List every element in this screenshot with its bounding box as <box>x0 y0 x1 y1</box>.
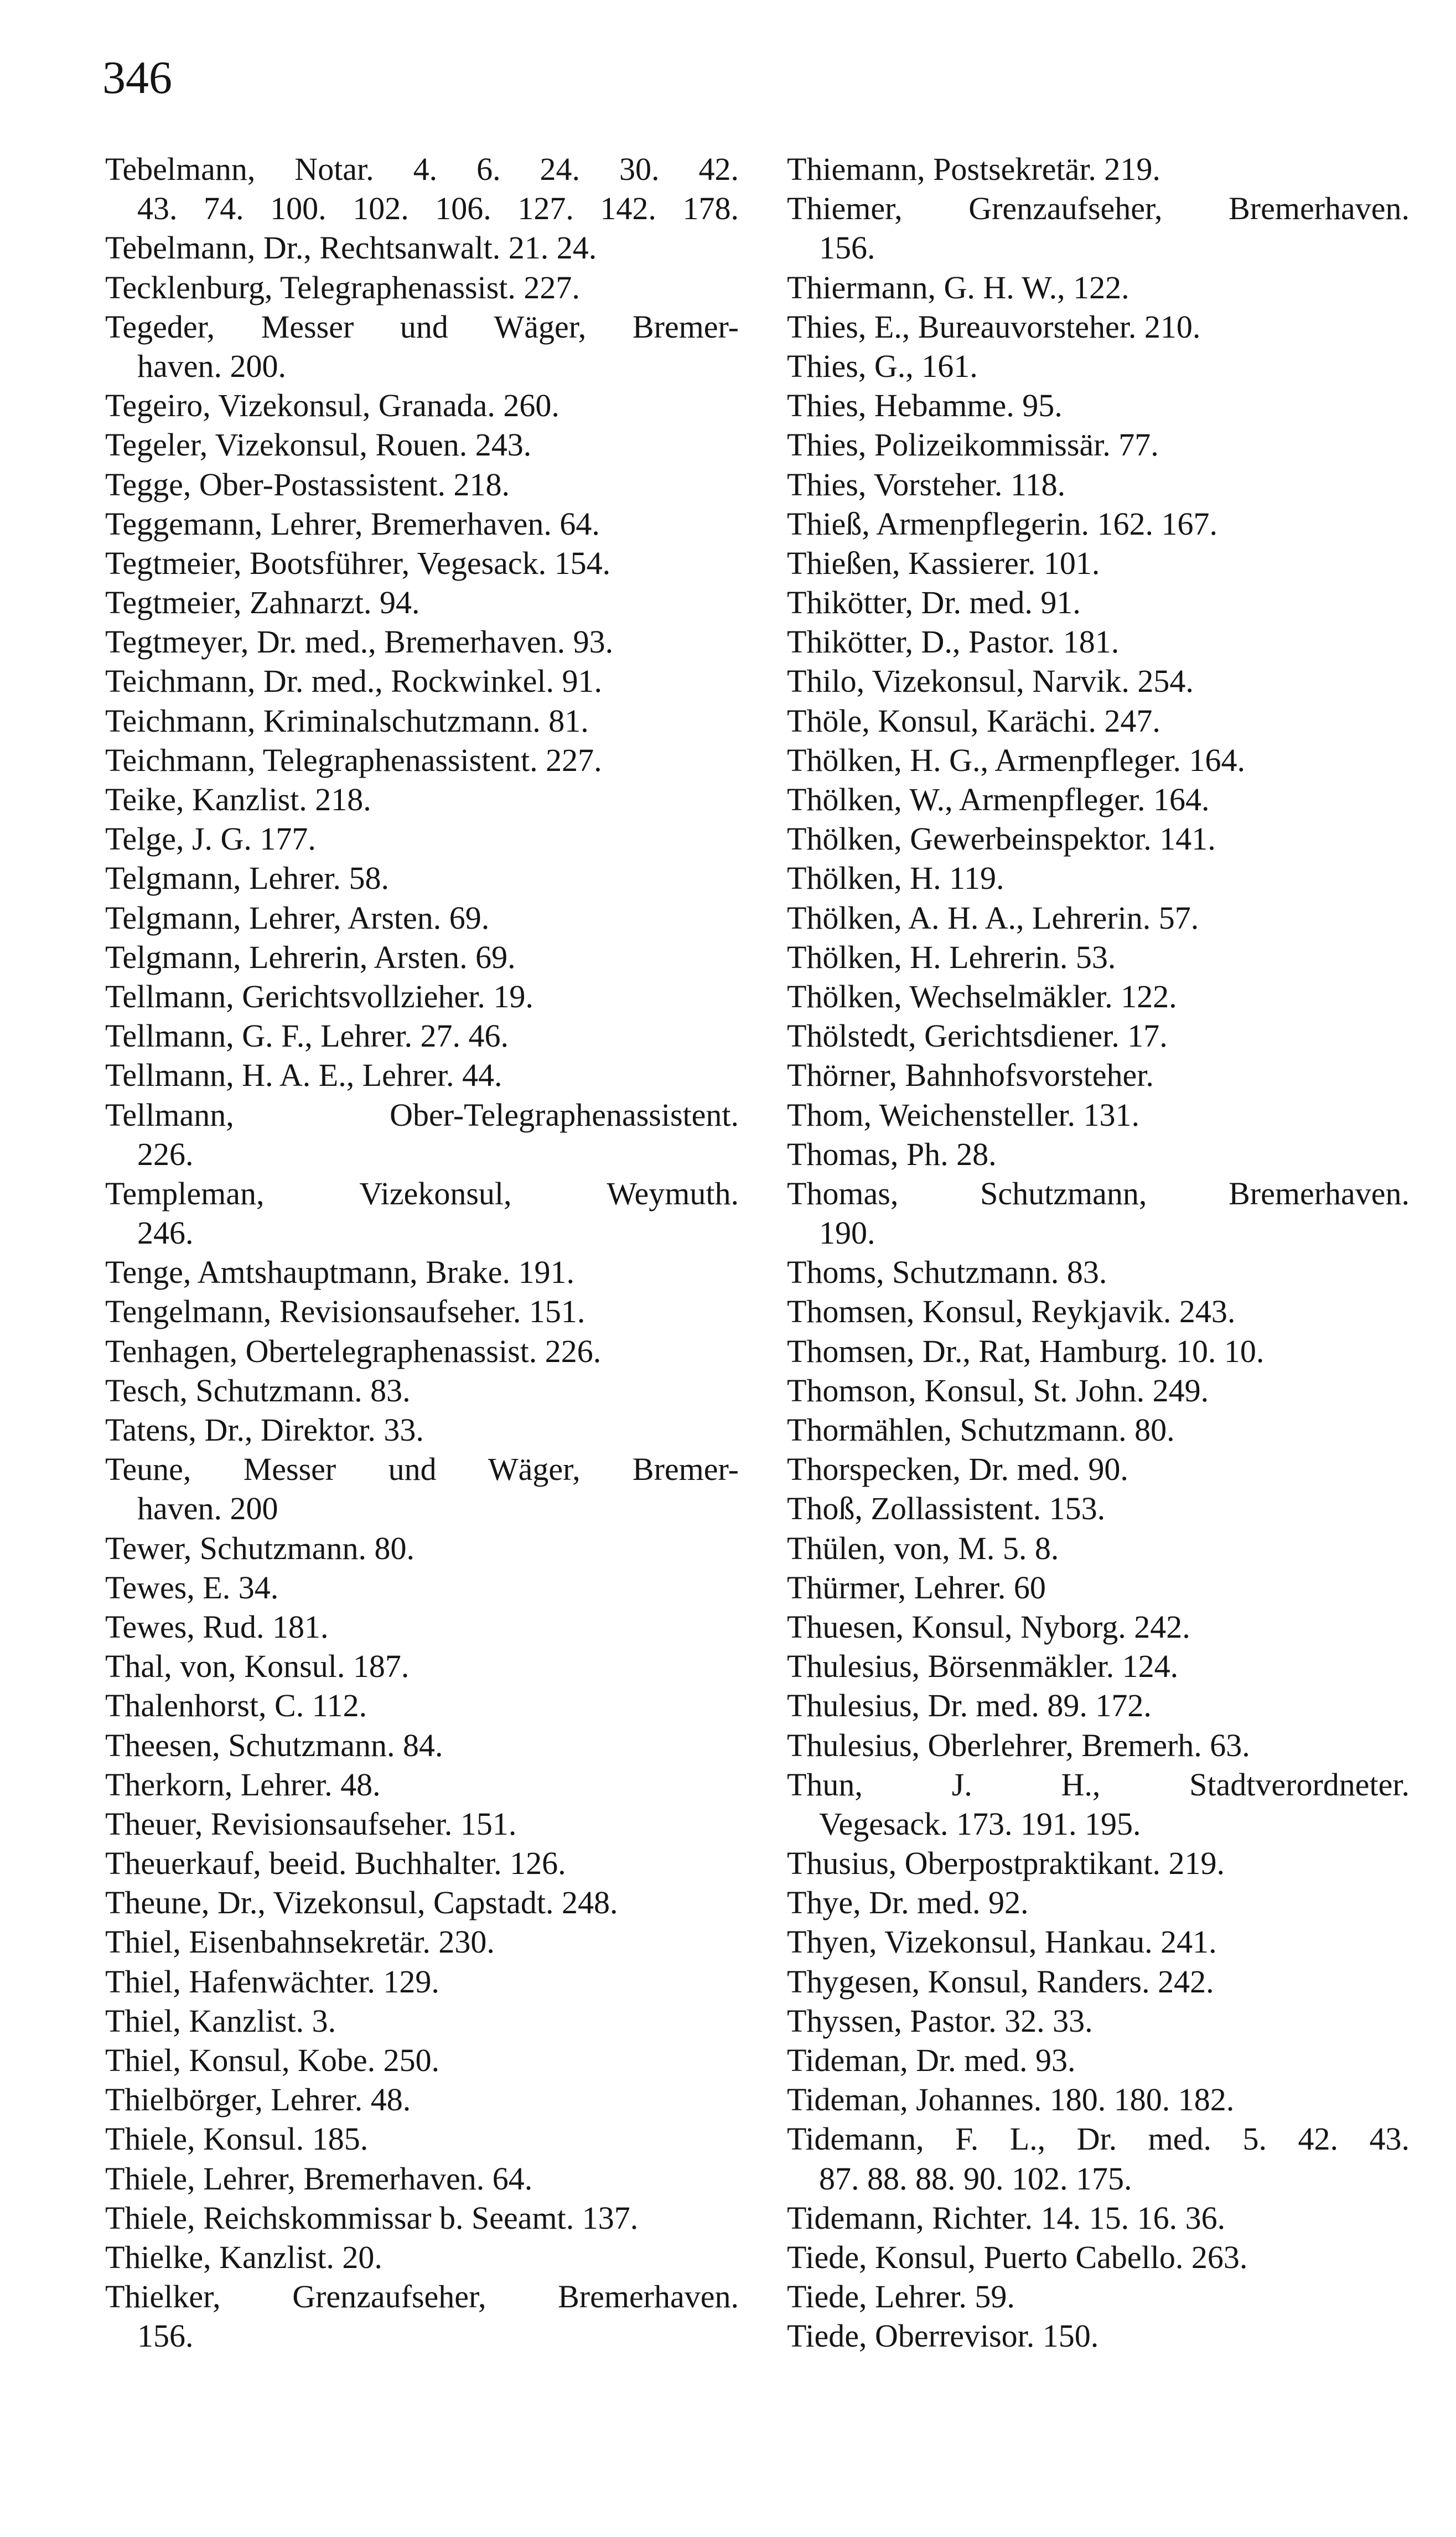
index-entry: Teggemann, Lehrer, Bremerhaven. 64. <box>105 505 600 542</box>
index-entry-continuation: 190. <box>819 1215 875 1251</box>
index-entry: Tideman, Johannes. 180. 180. 182. <box>787 2082 1235 2118</box>
index-entry: Thürmer, Lehrer. 60 <box>787 1569 1046 1606</box>
index-entry: Thygesen, Konsul, Randers. 242. <box>787 1963 1214 2000</box>
index-entry: Thomsen, Konsul, Reykjavik. 243. <box>787 1293 1236 1330</box>
index-entry: Tegeder, Messer und Wäger, Bremer- <box>105 308 739 345</box>
index-entry: Thom, Weichensteller. 131. <box>787 1096 1139 1133</box>
index-entry: Thiermann, G. H. W., 122. <box>787 269 1129 306</box>
index-entry: Thye, Dr. med. 92. <box>787 1884 1029 1921</box>
page-number: 346 <box>102 52 172 103</box>
index-entry: Telge, J. G. 177. <box>105 821 316 857</box>
index-entry: Thielke, Kanzlist. 20. <box>105 2239 382 2275</box>
index-entry: Tenge, Amtshauptmann, Brake. 191. <box>105 1254 575 1291</box>
index-entry: Thyssen, Pastor. 32. 33. <box>787 2002 1093 2039</box>
index-entry: Theuer, Revisionsaufseher. 151. <box>105 1805 517 1842</box>
index-entry: Tebelmann, Dr., Rechtsanwalt. 21. 24. <box>105 230 597 266</box>
index-entry: Thorspecken, Dr. med. 90. <box>787 1451 1128 1488</box>
index-entry-continuation: haven. 200 <box>137 1490 278 1527</box>
index-entry: Thölken, H. 119. <box>787 860 1004 897</box>
index-entry: Thomas, Ph. 28. <box>787 1136 997 1172</box>
index-entry: Thikötter, D., Pastor. 181. <box>787 624 1120 660</box>
index-entry: Teichmann, Telegraphenassistent. 227. <box>105 742 602 778</box>
index-entry: Thomas, Schutzmann, Bremerhaven. <box>787 1175 1410 1211</box>
index-entry: Tiede, Konsul, Puerto Cabello. 263. <box>787 2239 1248 2275</box>
index-entry: Thormählen, Schutzmann. 80. <box>787 1412 1175 1448</box>
index-entry: Thulesius, Oberlehrer, Bremerh. 63. <box>787 1727 1250 1763</box>
index-entry: Thiele, Reichskommissar b. Seeamt. 137. <box>105 2199 639 2236</box>
index-entry-continuation: 87. 88. 88. 90. 102. 175. <box>819 2160 1132 2197</box>
index-entry: Thiele, Lehrer, Bremerhaven. 64. <box>105 2160 533 2197</box>
index-entry-continuation: 246. <box>137 1215 194 1251</box>
index-entry-continuation: haven. 200. <box>137 348 286 384</box>
left-index-column <box>105 149 739 2356</box>
index-entry-continuation: 226. <box>137 1136 194 1172</box>
index-entry-continuation: 156. <box>819 230 875 266</box>
index-entry: Thyen, Vizekonsul, Hankau. 241. <box>787 1924 1217 1960</box>
index-entry: Tatens, Dr., Direktor. 33. <box>105 1412 424 1448</box>
index-entry: Thiemann, Postsekretär. 219. <box>787 151 1160 187</box>
right-index-column <box>787 149 1410 2356</box>
index-entry: Teichmann, Dr. med., Rockwinkel. 91. <box>105 663 602 700</box>
index-entry: Tiede, Lehrer. 59. <box>787 2279 1015 2315</box>
index-entry: Tegtmeier, Bootsführer, Vegesack. 154. <box>105 545 611 581</box>
index-entry: Tellmann, Ober-Telegraphenassistent. <box>105 1096 739 1133</box>
index-entry: Tegeler, Vizekonsul, Rouen. 243. <box>105 427 532 463</box>
index-entry: Teichmann, Kriminalschutzmann. 81. <box>105 702 589 739</box>
index-entry-continuation: 156. <box>137 2318 194 2354</box>
index-entry: Tegge, Ober-Postassistent. 218. <box>105 466 510 503</box>
index-entry: Thun, J. H., Stadtverordneter. <box>787 1766 1410 1803</box>
index-entry: Thulesius, Börsenmäkler. 124. <box>787 1648 1179 1685</box>
index-entry: Telgmann, Lehrerin, Arsten. 69. <box>105 939 516 975</box>
index-entry: Thielker, Grenzaufseher, Bremerhaven. <box>105 2279 739 2315</box>
index-entry: Thiel, Kanzlist. 3. <box>105 2002 336 2039</box>
index-entry: Tellmann, H. A. E., Lehrer. 44. <box>105 1057 502 1094</box>
index-entry: Tiede, Oberrevisor. 150. <box>787 2318 1099 2354</box>
index-entry: Thusius, Oberpostpraktikant. 219. <box>787 1845 1225 1882</box>
index-entry: Tecklenburg, Telegraphenassist. 227. <box>105 269 580 306</box>
index-entry: Thalenhorst, C. 112. <box>105 1687 367 1724</box>
index-entry: Tidemann, F. L., Dr. med. 5. 42. 43. <box>787 2121 1410 2157</box>
index-entry: Theune, Dr., Vizekonsul, Capstadt. 248. <box>105 1884 618 1921</box>
index-entry: Thies, Vorsteher. 118. <box>787 466 1066 503</box>
index-entry: Thiel, Eisenbahnsekretär. 230. <box>105 1924 495 1960</box>
index-entry: Thölken, W., Armenpfleger. 164. <box>787 781 1210 817</box>
index-entry: Tewes, Rud. 181. <box>105 1608 329 1645</box>
index-entry: Tenhagen, Obertelegraphenassist. 226. <box>105 1333 602 1369</box>
index-entry: Tewes, E. 34. <box>105 1569 279 1606</box>
index-entry: Tidemann, Richter. 14. 15. 16. 36. <box>787 2199 1226 2236</box>
index-entry: Thulesius, Dr. med. 89. 172. <box>787 1687 1152 1724</box>
index-entry: Thuesen, Konsul, Nyborg. 242. <box>787 1608 1190 1645</box>
index-entry: Thiemer, Grenzaufseher, Bremerhaven. <box>787 190 1410 227</box>
index-entry: Therkorn, Lehrer. 48. <box>105 1766 381 1803</box>
index-entry: Tideman, Dr. med. 93. <box>787 2042 1076 2078</box>
index-entry: Thies, G., 161. <box>787 348 978 384</box>
index-entry: Thöle, Konsul, Karächi. 247. <box>787 702 1160 739</box>
index-entry: Thielbörger, Lehrer. 48. <box>105 2082 411 2118</box>
index-entry: Tengelmann, Revisionsaufseher. 151. <box>105 1293 585 1330</box>
index-entry: Thies, E., Bureauvorsteher. 210. <box>787 308 1201 345</box>
index-entry: Thies, Hebamme. 95. <box>787 387 1063 424</box>
index-entry: Telgmann, Lehrer. 58. <box>105 860 389 897</box>
index-entry: Teike, Kanzlist. 218. <box>105 781 371 817</box>
index-entry: Thölstedt, Gerichtsdiener. 17. <box>787 1018 1168 1054</box>
index-entry: Thülen, von, M. 5. 8. <box>787 1530 1059 1566</box>
index-entry: Thiel, Konsul, Kobe. 250. <box>105 2042 440 2078</box>
index-entry: Teune, Messer und Wäger, Bremer- <box>105 1451 739 1488</box>
index-entry: Tewer, Schutzmann. 80. <box>105 1530 414 1566</box>
index-entry-continuation: 43. 74. 100. 102. 106. 127. 142. 178. <box>137 190 739 227</box>
index-entry: Thikötter, Dr. med. 91. <box>787 584 1081 621</box>
index-entry: Thießen, Kassierer. 101. <box>787 545 1100 581</box>
index-entry: Thomsen, Dr., Rat, Hamburg. 10. 10. <box>787 1333 1265 1369</box>
index-entry: Tesch, Schutzmann. 83. <box>105 1372 411 1409</box>
index-entry: Thilo, Vizekonsul, Narvik. 254. <box>787 663 1194 700</box>
index-entry: Tegeiro, Vizekonsul, Granada. 260. <box>105 387 559 424</box>
index-entry: Thölken, Wechselmäkler. 122. <box>787 978 1177 1014</box>
index-entry: Thölken, A. H. A., Lehrerin. 57. <box>787 899 1199 936</box>
index-entry: Tellmann, Gerichtsvollzieher. 19. <box>105 978 533 1014</box>
index-entry: Theesen, Schutzmann. 84. <box>105 1727 443 1763</box>
index-entry: Thal, von, Konsul. 187. <box>105 1648 410 1685</box>
index-entry: Tellmann, G. F., Lehrer. 27. 46. <box>105 1018 509 1054</box>
index-entry: Thölken, Gewerbeinspektor. 141. <box>787 821 1216 857</box>
index-entry: Telgmann, Lehrer, Arsten. 69. <box>105 899 490 936</box>
index-entry: Tegtmeier, Zahnarzt. 94. <box>105 584 420 621</box>
index-entry: Thörner, Bahnhofsvorsteher. <box>787 1057 1154 1094</box>
index-entry: Thiele, Konsul. 185. <box>105 2121 369 2157</box>
index-entry: Thieß, Armenpflegerin. 162. 167. <box>787 505 1217 542</box>
index-entry: Thölken, H. Lehrerin. 53. <box>787 939 1116 975</box>
index-entry: Thomson, Konsul, St. John. 249. <box>787 1372 1209 1409</box>
index-entry: Tegtmeyer, Dr. med., Bremerhaven. 93. <box>105 624 614 660</box>
index-entry: Templeman, Vizekonsul, Weymuth. <box>105 1175 739 1211</box>
index-entry: Thiel, Hafenwächter. 129. <box>105 1963 439 2000</box>
index-entry: Thoß, Zollassistent. 153. <box>787 1490 1106 1527</box>
index-entry: Thoms, Schutzmann. 83. <box>787 1254 1107 1291</box>
index-entry-continuation: Vegesack. 173. 191. 195. <box>819 1805 1141 1842</box>
index-entry: Theuerkauf, beeid. Buchhalter. 126. <box>105 1845 566 1882</box>
index-entry: Thölken, H. G., Armenpfleger. 164. <box>787 742 1245 778</box>
index-entry: Tebelmann, Notar. 4. 6. 24. 30. 42. <box>105 151 739 187</box>
index-entry: Thies, Polizeikommissär. 77. <box>787 427 1159 463</box>
